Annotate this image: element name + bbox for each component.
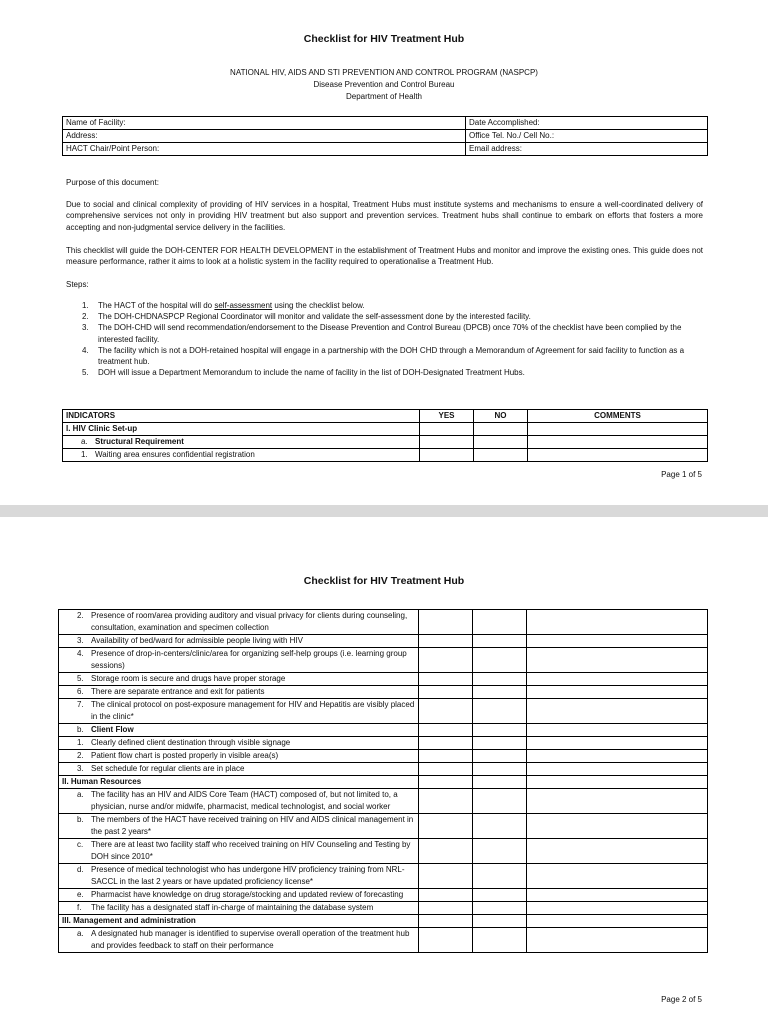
step-item: 2. The DOH-CHDNASPCP Regional Coordinator will monitor and validate the self-assessment done by the interested facility. [82, 312, 531, 322]
table-row [59, 610, 708, 635]
indicator-item: 2. Presence of room/area providing auditory and visual privacy for clients during counseling, consultation, examination and specimen collection [59, 610, 419, 635]
table-row [59, 699, 708, 724]
purpose-paragraph-2: This checklist will guide the DOH-CENTER FOR HEALTH DEVELOPMENT in the establishment of Treatment Hubs and monitor and improve the existing ones. This guide does not measure performance, rather it aims to look at a holistic system in the facility required to operationalise a Treatment Hub. [66, 246, 703, 267]
office-tel-field[interactable]: Office Tel. No./ Cell No.: [466, 130, 708, 143]
yes-cell[interactable] [419, 610, 473, 635]
yes-cell[interactable] [419, 673, 473, 686]
page-title: Checklist for HIV Treatment Hub [303, 33, 465, 45]
yes-cell[interactable] [419, 763, 473, 776]
section-heading: I. HIV Clinic Set-up [63, 423, 420, 436]
email-field[interactable]: Email address: [466, 143, 708, 156]
comments-cell[interactable] [527, 814, 708, 839]
comments-header: COMMENTS [528, 410, 708, 423]
indicators-header: INDICATORS [63, 410, 420, 423]
section-heading: III. Management and administration [59, 915, 419, 928]
table-row [63, 423, 708, 436]
comments-cell[interactable] [527, 648, 708, 673]
table-row [59, 686, 708, 699]
yes-cell[interactable] [419, 915, 473, 928]
table-row [59, 915, 708, 928]
table-row [59, 902, 708, 915]
no-cell[interactable] [473, 776, 527, 789]
comments-cell[interactable] [527, 839, 708, 864]
facility-info-table [62, 116, 708, 156]
no-cell[interactable] [473, 864, 527, 889]
step-item: 3. The DOH-CHD will send recommendation/endorsement to the Disease Prevention and Control Bureau (DPCB) once 70% of the checklist have been complied by the interested facility. [82, 323, 682, 344]
table-row [59, 635, 708, 648]
yes-cell[interactable] [419, 686, 473, 699]
table-row [63, 436, 708, 449]
table-row [59, 864, 708, 889]
no-cell[interactable] [473, 750, 527, 763]
yes-cell[interactable] [420, 436, 474, 449]
indicator-item: 4. Presence of drop-in-centers/clinic/area for organizing self-help groups (i.e. learning group sessions) [59, 648, 419, 673]
address-field[interactable]: Address: [63, 130, 466, 143]
no-cell[interactable] [474, 423, 528, 436]
no-cell[interactable] [473, 648, 527, 673]
page-title: Checklist for HIV Treatment Hub [303, 575, 465, 587]
no-cell[interactable] [474, 449, 528, 462]
hact-chair-field[interactable]: HACT Chair/Point Person: [63, 143, 466, 156]
comments-cell[interactable] [527, 889, 708, 902]
comments-cell[interactable] [527, 724, 708, 737]
comments-cell[interactable] [527, 789, 708, 814]
table-row [59, 776, 708, 789]
department-name: Department of Health [345, 92, 423, 101]
table-row [59, 737, 708, 750]
no-cell[interactable] [473, 763, 527, 776]
no-cell[interactable] [473, 699, 527, 724]
steps-list [66, 300, 703, 378]
table-row [63, 449, 708, 462]
yes-cell[interactable] [419, 889, 473, 902]
no-cell[interactable] [473, 814, 527, 839]
table-row [59, 928, 708, 953]
yes-cell[interactable] [419, 902, 473, 915]
comments-cell[interactable] [527, 915, 708, 928]
table-row [59, 673, 708, 686]
no-cell[interactable] [473, 928, 527, 953]
comments-cell[interactable] [527, 635, 708, 648]
table-row [59, 724, 708, 737]
step-item: 1. The HACT of the hospital will do self-assessment using the checklist below. [82, 301, 365, 310]
yes-cell[interactable] [419, 635, 473, 648]
yes-cell[interactable] [419, 750, 473, 763]
indicator-item: b. The members of the HACT have received training on HIV and AIDS clinical management in the past 2 years* [59, 814, 419, 839]
indicator-item: 5. Storage room is secure and drugs have proper storage [59, 673, 419, 686]
comments-cell[interactable] [528, 449, 708, 462]
date-accomplished-field[interactable]: Date Accomplished: [466, 117, 708, 130]
no-header: NO [474, 410, 528, 423]
steps-label: Steps: [66, 280, 89, 289]
indicator-item: e. Pharmacist have knowledge on drug storage/stocking and updated review of forecasting [59, 889, 419, 902]
indicator-item: 7. The clinical protocol on post-exposure management for HIV and Hepatitis are visibly placed in the clinic* [59, 699, 419, 724]
yes-cell[interactable] [419, 648, 473, 673]
no-cell[interactable] [473, 902, 527, 915]
table-row [59, 839, 708, 864]
page-number: Page 2 of 5 [661, 995, 702, 1004]
indicator-item: 2. Patient flow chart is posted properly in visible area(s) [59, 750, 419, 763]
yes-cell[interactable] [420, 449, 474, 462]
no-cell[interactable] [474, 436, 528, 449]
table-row [59, 750, 708, 763]
table-row [59, 889, 708, 902]
indicator-item: c. There are at least two facility staff who received training on HIV Counseling and Testing by DOH since 2010* [59, 839, 419, 864]
comments-cell[interactable] [527, 610, 708, 635]
comments-cell[interactable] [527, 686, 708, 699]
comments-cell[interactable] [527, 699, 708, 724]
no-cell[interactable] [473, 673, 527, 686]
step-item: 4. The facility which is not a DOH-retained hospital will engage in a partnership with the DOH CHD through a Memorandum of Agreement for said facility to function as a treatment hub. [82, 345, 685, 367]
purpose-label: Purpose of this document: [66, 178, 159, 187]
document-page-1 [0, 0, 768, 505]
no-cell[interactable] [473, 737, 527, 750]
yes-cell[interactable] [419, 737, 473, 750]
comments-cell[interactable] [527, 750, 708, 763]
comments-cell[interactable] [527, 763, 708, 776]
indicator-item: d. Presence of medical technologist who has undergone HIV proficiency training from NRL-SACCL in the last 2 years or have updated proficiency license* [59, 864, 419, 889]
yes-cell[interactable] [420, 423, 474, 436]
yes-cell[interactable] [419, 814, 473, 839]
no-cell[interactable] [473, 915, 527, 928]
comments-cell[interactable] [527, 737, 708, 750]
yes-cell[interactable] [419, 864, 473, 889]
yes-cell[interactable] [419, 724, 473, 737]
indicator-item: 3. Availability of bed/ward for admissible people living with HIV [59, 635, 419, 648]
indicator-item: 3. Set schedule for regular clients are in place [59, 763, 419, 776]
indicator-item: 1. Clearly defined client destination through visible signage [59, 737, 419, 750]
indicators-table-page-2 [58, 609, 708, 953]
yes-cell[interactable] [419, 839, 473, 864]
no-cell[interactable] [473, 789, 527, 814]
comments-cell[interactable] [528, 423, 708, 436]
comments-cell[interactable] [527, 776, 708, 789]
indicator-item: a. A designated hub manager is identified to supervise overall operation of the treatment hub and provides feedback to staff on their performance [59, 928, 419, 953]
bureau-name: Disease Prevention and Control Bureau [313, 80, 455, 89]
program-name: NATIONAL HIV, AIDS AND STI PREVENTION AND CONTROL PROGRAM (NASPCP) [230, 68, 538, 77]
comments-cell[interactable] [527, 673, 708, 686]
table-row [59, 648, 708, 673]
indicator-item: 6. There are separate entrance and exit for patients [59, 686, 419, 699]
table-row [59, 814, 708, 839]
comments-cell[interactable] [528, 436, 708, 449]
yes-cell[interactable] [419, 699, 473, 724]
document-page-2 [0, 517, 768, 1024]
yes-cell[interactable] [419, 928, 473, 953]
indicator-item: f. The facility has a designated staff in-charge of maintaining the database system [59, 902, 419, 915]
section-heading: II. Human Resources [59, 776, 419, 789]
no-cell[interactable] [473, 686, 527, 699]
subsection-heading: b. Client Flow [59, 724, 419, 737]
table-row [59, 763, 708, 776]
indicator-item: a. The facility has an HIV and AIDS Core Team (HACT) composed of, but not limited to, a physician, nurse and/or midwife, pharmacist, medical technologist, and social worker [59, 789, 419, 814]
comments-cell[interactable] [527, 902, 708, 915]
no-cell[interactable] [473, 635, 527, 648]
step-item: 5. DOH will issue a Department Memorandum to include the name of facility in the list of DOH-Designated Treatment Hubs. [82, 368, 525, 378]
yes-cell[interactable] [419, 789, 473, 814]
no-cell[interactable] [473, 610, 527, 635]
no-cell[interactable] [473, 724, 527, 737]
yes-cell[interactable] [419, 776, 473, 789]
no-cell[interactable] [473, 889, 527, 902]
page-number: Page 1 of 5 [661, 470, 702, 479]
indicators-table-page-1 [62, 409, 708, 462]
subsection-heading: a. Structural Requirement [63, 436, 420, 449]
indicator-item: 1. Waiting area ensures confidential registration [63, 449, 420, 462]
purpose-paragraph-1: Due to social and clinical complexity of providing of HIV services in a hospital, Treatment Hubs must institute systems and mechanisms to ensure a well-coordinated delivery of comprehensive services not only in providing HIV treatment but also support and prevention services. Treatment hubs shall continue to embark on efforts that fosters a more accepting and non-judgmental service delivery in the facilities. [66, 200, 703, 232]
name-of-facility-field[interactable]: Name of Facility: [63, 117, 466, 130]
comments-cell[interactable] [527, 928, 708, 953]
no-cell[interactable] [473, 839, 527, 864]
table-row [59, 789, 708, 814]
yes-header: YES [420, 410, 474, 423]
comments-cell[interactable] [527, 864, 708, 889]
